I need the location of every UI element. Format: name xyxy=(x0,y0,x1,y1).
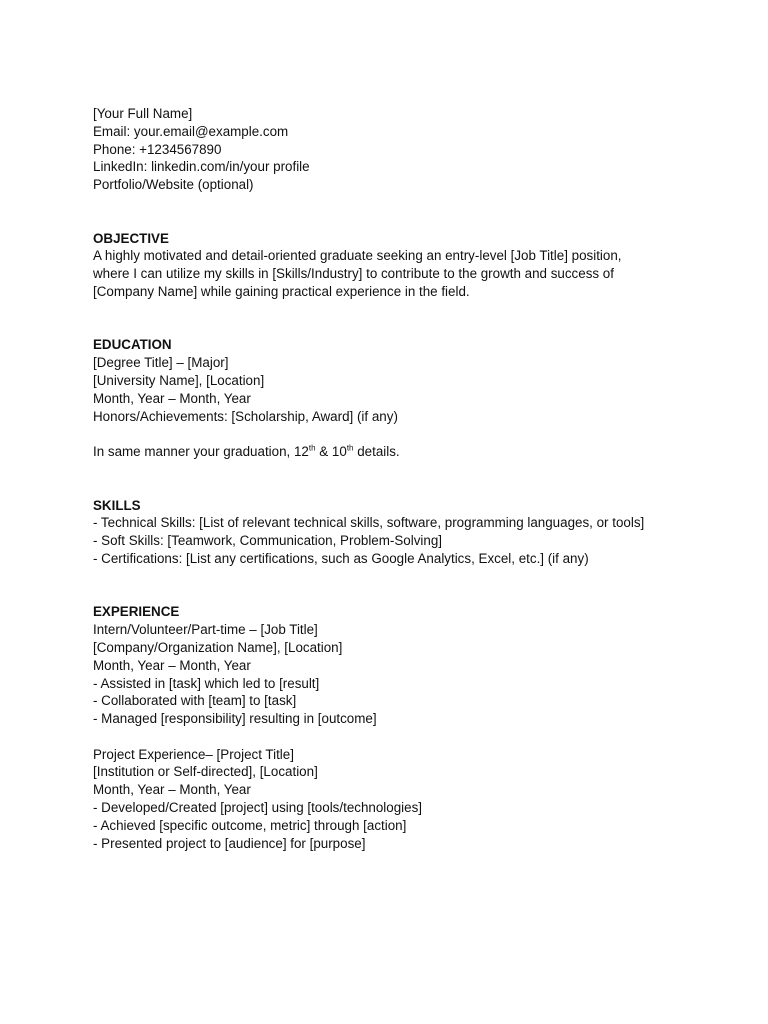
superscript: th xyxy=(346,443,354,453)
objective-heading: OBJECTIVE xyxy=(93,230,169,246)
education-heading: EDUCATION xyxy=(93,337,172,353)
contact-section xyxy=(93,105,708,194)
skills-heading: SKILLS xyxy=(93,497,141,513)
project-bullet: - Developed/Created [project] using [tools/technologies] xyxy=(93,800,423,816)
job-company-line: [Company/Organization Name], [Location] xyxy=(93,639,343,655)
education-note-text: In same manner your graduation, 12 xyxy=(93,444,309,460)
job-bullet: - Assisted in [task] which led to [result] xyxy=(93,675,320,691)
project-institution-line: [Institution or Self-directed], [Location] xyxy=(93,764,318,780)
university-line: [University Name], [Location] xyxy=(93,372,265,388)
skill-item: - Certifications: [List any certifications, such as Google Analytics, Excel, etc.] (if any) xyxy=(93,550,589,566)
education-note-text: details. xyxy=(353,444,400,460)
education-dates: Month, Year – Month, Year xyxy=(93,390,251,406)
project-bullet: - Presented project to [audience] for [purpose] xyxy=(93,835,366,851)
spacer xyxy=(93,568,708,604)
education-note xyxy=(93,443,708,461)
linkedin-line: LinkedIn: linkedin.com/in/your profile xyxy=(93,159,310,175)
job-bullet: - Collaborated with [team] to [task] xyxy=(93,693,297,709)
spacer xyxy=(93,425,708,443)
spacer xyxy=(93,194,708,230)
honors-line: Honors/Achievements: [Scholarship, Award] (if any) xyxy=(93,408,398,424)
project-title-line: Project Experience– [Project Title] xyxy=(93,746,294,762)
spacer xyxy=(93,301,708,337)
phone-line: Phone: +1234567890 xyxy=(93,141,222,157)
objective-line: where I can utilize my skills in [Skills/Industry] to contribute to the growth and success of xyxy=(93,266,614,282)
degree-line: [Degree Title] – [Major] xyxy=(93,355,229,371)
skill-item: - Soft Skills: [Teamwork, Communication, Problem-Solving] xyxy=(93,533,443,549)
portfolio-line: Portfolio/Website (optional) xyxy=(93,177,254,193)
full-name: [Your Full Name] xyxy=(93,106,193,121)
objective-line: [Company Name] while gaining practical experience in the field. xyxy=(93,283,470,299)
experience-section xyxy=(93,603,708,852)
project-bullet: - Achieved [specific outcome, metric] through [action] xyxy=(93,817,407,833)
job-bullet: - Managed [responsibility] resulting in [outcome] xyxy=(93,711,377,727)
education-section xyxy=(93,336,708,461)
skill-item: - Technical Skills: [List of relevant technical skills, software, programming languages, or tools] xyxy=(93,515,645,531)
project-dates: Month, Year – Month, Year xyxy=(93,782,251,798)
skills-section xyxy=(93,497,708,568)
objective-line: A highly motivated and detail-oriented graduate seeking an entry-level [Job Title] position, xyxy=(93,248,622,264)
email-line: Email: your.email@example.com xyxy=(93,123,289,139)
education-note-text: & 10 xyxy=(315,444,347,460)
job-title-line: Intern/Volunteer/Part-time – [Job Title] xyxy=(93,622,318,638)
objective-section xyxy=(93,230,708,301)
spacer xyxy=(93,461,708,497)
job-dates: Month, Year – Month, Year xyxy=(93,657,251,673)
superscript: th xyxy=(308,443,316,453)
spacer xyxy=(93,728,708,746)
experience-heading: EXPERIENCE xyxy=(93,604,180,620)
